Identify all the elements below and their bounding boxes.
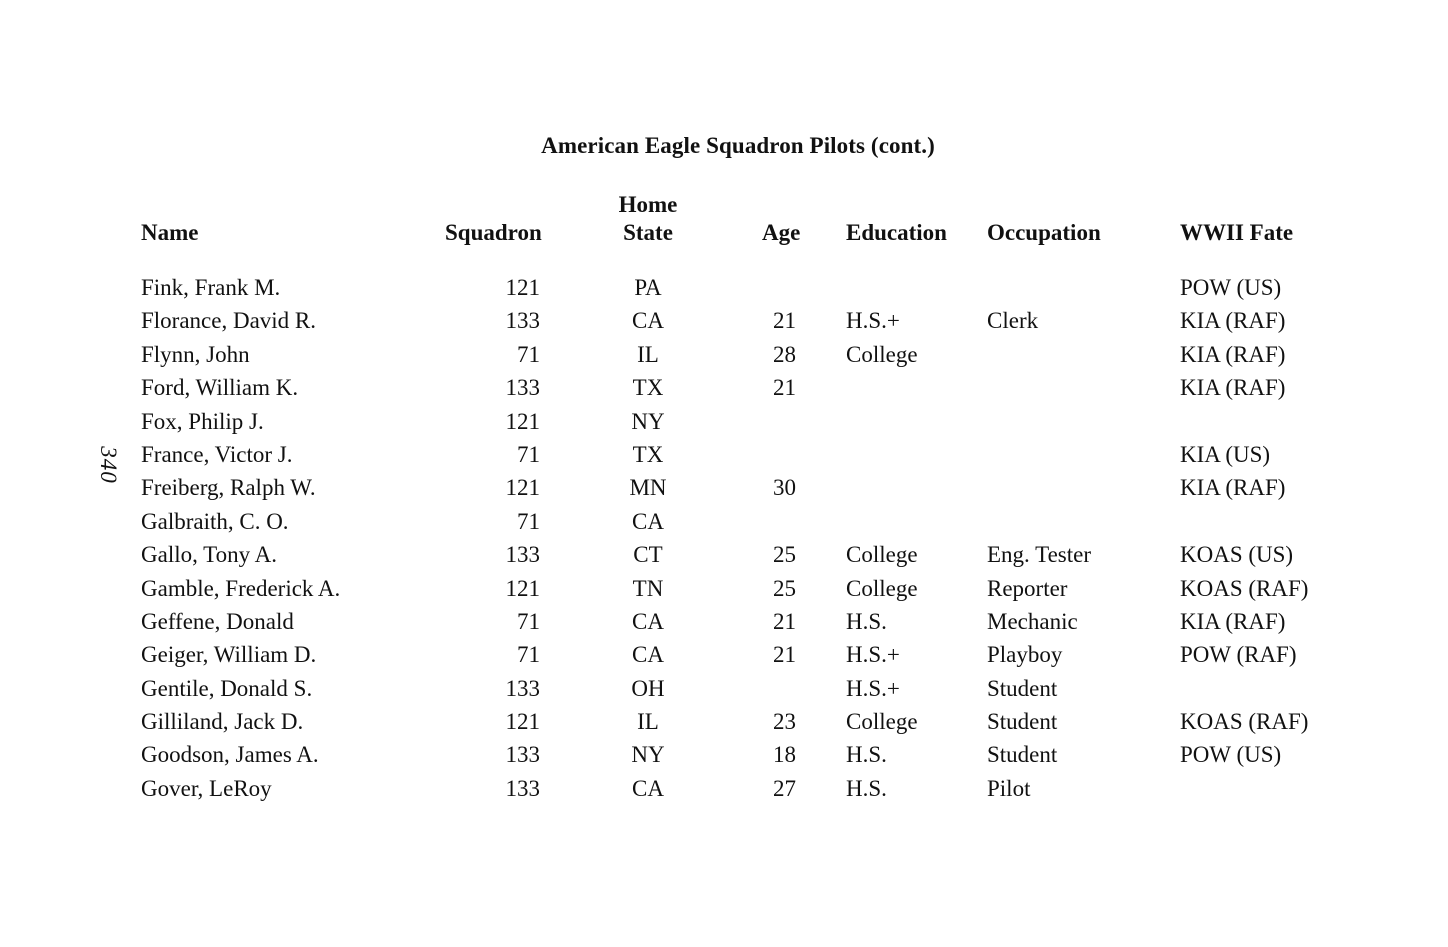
cell-education: College [846,341,918,367]
cell-occupation: Clerk [987,308,1039,334]
cell-age: 28 [773,341,796,367]
cell-home-state: NY [631,408,665,434]
cell-home-state: TN [632,575,664,601]
table-row [0,307,1448,340]
table-row [0,741,1448,774]
table-row [0,274,1448,307]
cell-squadron: 133 [505,375,540,401]
header-home-state-line2: State [623,220,673,245]
table-row [0,675,1448,708]
cell-age: 21 [773,608,796,634]
cell-name: Freiberg, Ralph W. [141,475,316,501]
cell-education: H.S.+ [846,308,900,334]
table-row [0,708,1448,741]
cell-fate: KIA (RAF) [1180,341,1286,367]
cell-age: 27 [773,775,796,801]
cell-home-state: TX [632,375,664,401]
cell-education: College [846,709,918,735]
cell-squadron: 133 [505,542,540,568]
cell-home-state: IL [637,709,659,735]
page-number: 340 [96,446,121,484]
cell-fate: KIA (RAF) [1180,608,1286,634]
table-row [0,408,1448,441]
header-home-state-line1: Home [618,192,678,217]
cell-fate: KOAS (RAF) [1180,575,1309,601]
header-education: Education [846,220,947,245]
cell-age: 21 [773,308,796,334]
cell-name: Gentile, Donald S. [141,675,313,701]
cell-education: H.S. [846,775,887,801]
cell-home-state: MN [629,475,667,501]
cell-fate: KIA (US) [1180,441,1271,467]
cell-name: Gallo, Tony A. [141,542,277,568]
cell-occupation: Reporter [987,575,1068,601]
cell-home-state: CA [632,608,664,634]
cell-occupation: Student [987,675,1058,701]
cell-home-state: NY [631,742,665,768]
cell-squadron: 133 [505,775,540,801]
cell-home-state: PA [634,275,662,300]
table-row [0,374,1448,407]
cell-fate: POW (RAF) [1180,642,1297,668]
header-occupation: Occupation [987,220,1101,245]
cell-name: Geffene, Donald [141,608,294,634]
cell-age: 23 [773,709,796,735]
cell-home-state: IL [637,341,659,367]
cell-squadron: 121 [505,709,540,735]
cell-age: 21 [773,642,796,668]
cell-education: College [846,575,918,601]
table-title: American Eagle Squadron Pilots (cont.) [541,133,935,158]
table-row [0,341,1448,374]
cell-fate: KOAS (RAF) [1180,709,1309,735]
cell-education: College [846,542,918,568]
cell-education: H.S.+ [846,675,900,701]
cell-occupation: Playboy [987,642,1063,668]
cell-fate: POW (US) [1180,742,1282,768]
cell-name: France, Victor J. [141,441,293,467]
cell-occupation: Mechanic [987,608,1078,634]
pilot-table [0,274,1448,808]
cell-squadron: 133 [505,308,540,334]
cell-age: 21 [773,375,796,401]
cell-squadron: 71 [517,608,540,634]
cell-name: Goodson, James A. [141,742,319,768]
cell-name: Geiger, William D. [141,642,317,668]
cell-name: Ford, William K. [141,375,299,401]
cell-squadron: 121 [505,408,540,434]
cell-squadron: 71 [517,508,540,534]
table-row [0,541,1448,574]
cell-fate: KIA (RAF) [1180,375,1286,401]
cell-squadron: 121 [505,475,540,501]
cell-name: Fink, Frank M. [141,275,281,300]
table-row [0,575,1448,608]
cell-age: 30 [773,475,796,501]
cell-occupation: Eng. Tester [987,542,1091,568]
cell-name: Gamble, Frederick A. [141,575,341,601]
header-fate: WWII Fate [1180,220,1294,245]
cell-name: Fox, Philip J. [141,408,264,434]
cell-home-state: TX [632,441,664,467]
table-row [0,775,1448,808]
cell-age: 25 [773,542,796,568]
cell-fate: KOAS (US) [1180,542,1294,568]
table-row [0,641,1448,674]
cell-squadron: 133 [505,742,540,768]
cell-name: Flynn, John [141,341,250,367]
cell-home-state: CA [632,308,664,334]
cell-occupation: Student [987,742,1058,768]
cell-education: H.S. [846,742,887,768]
cell-home-state: CA [632,642,664,668]
cell-squadron: 71 [517,341,540,367]
cell-education: H.S. [846,608,887,634]
cell-home-state: CT [633,542,663,568]
cell-name: Florance, David R. [141,308,317,334]
cell-occupation: Pilot [987,775,1031,801]
header-name: Name [141,220,199,245]
header-age: Age [762,220,801,245]
cell-squadron: 121 [505,275,540,300]
table-row [0,474,1448,507]
cell-fate: KIA (RAF) [1180,475,1286,501]
cell-name: Galbraith, C. O. [141,508,289,534]
cell-age: 18 [773,742,796,768]
table-row [0,441,1448,474]
cell-squadron: 121 [505,575,540,601]
cell-name: Gilliland, Jack D. [141,709,304,735]
cell-home-state: CA [632,508,664,534]
table-row [0,608,1448,641]
cell-education: H.S.+ [846,642,900,668]
cell-home-state: OH [631,675,665,701]
cell-home-state: CA [632,775,664,801]
cell-squadron: 71 [517,441,540,467]
cell-name: Gover, LeRoy [141,775,272,801]
header-squadron: Squadron [445,220,542,245]
cell-squadron: 133 [505,675,540,701]
cell-fate: KIA (RAF) [1180,308,1286,334]
cell-squadron: 71 [517,642,540,668]
cell-occupation: Student [987,709,1058,735]
cell-fate: POW (US) [1180,275,1282,300]
table-row [0,508,1448,541]
cell-age: 25 [773,575,796,601]
